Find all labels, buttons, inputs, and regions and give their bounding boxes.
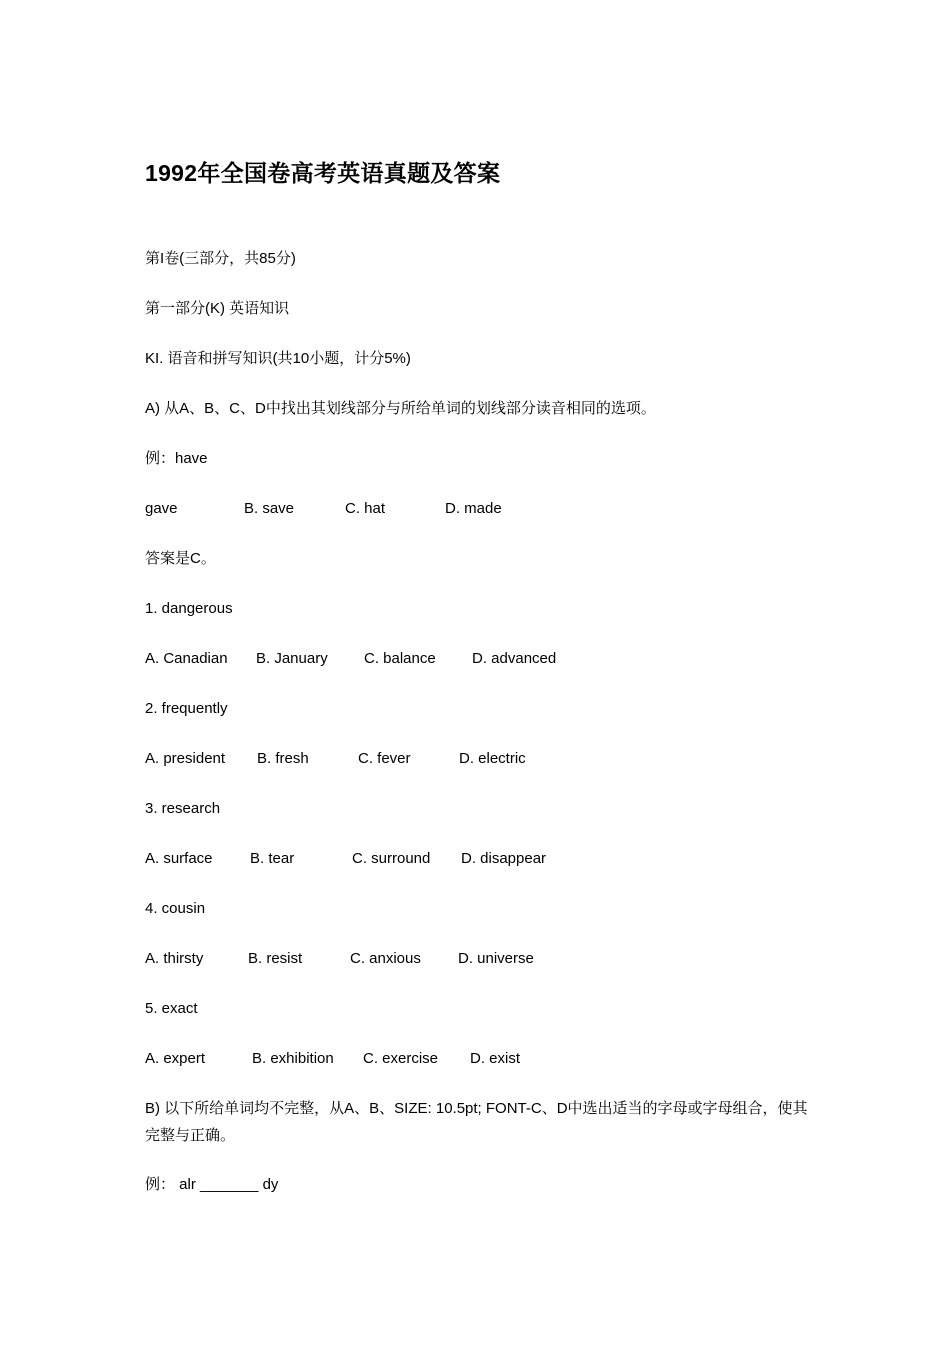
option: gave xyxy=(145,500,178,517)
example-label: 例：have xyxy=(145,450,208,467)
example-options xyxy=(145,499,845,519)
option: A. surface xyxy=(145,850,213,867)
option: D. universe xyxy=(458,950,534,967)
option: D. exist xyxy=(470,1050,521,1067)
question-options xyxy=(145,749,845,769)
option: C. hat xyxy=(345,500,386,517)
document-title: 1992年全国卷高考英语真题及答案 xyxy=(145,160,501,186)
question-options xyxy=(145,849,845,869)
option: A. president xyxy=(145,750,226,767)
section-heading: KI. 语音和拼写知识(共10小题，计分5%) xyxy=(145,350,411,367)
question-word: 2. frequently xyxy=(145,700,228,717)
option: C. fever xyxy=(358,750,411,767)
option: D. disappear xyxy=(461,850,547,867)
option: B. save xyxy=(244,500,295,517)
option: A. thirsty xyxy=(145,950,204,967)
question-word: 1. dangerous xyxy=(145,600,233,617)
question-options xyxy=(145,649,845,669)
option: B. resist xyxy=(248,950,303,967)
option: B. exhibition xyxy=(252,1050,334,1067)
volume-heading: 第I卷(三部分，共85分) xyxy=(145,250,296,267)
question-word: 4. cousin xyxy=(145,900,206,917)
option: A. expert xyxy=(145,1050,206,1067)
question-options xyxy=(145,949,845,969)
question-options xyxy=(145,1049,845,1069)
section-b-example: 例： alr _______ dy xyxy=(145,1176,279,1193)
option: C. exercise xyxy=(363,1050,439,1067)
option: D. made xyxy=(445,500,502,517)
option: A. Canadian xyxy=(145,650,228,667)
question-word: 5. exact xyxy=(145,1000,198,1017)
option: B. January xyxy=(256,650,328,667)
section-a-instruction: A) 从A、B、C、D中找出其划线部分与所给单词的划线部分读音相同的选项。 xyxy=(145,400,656,417)
option: B. fresh xyxy=(257,750,309,767)
example-answer: 答案是C。 xyxy=(145,550,216,567)
option: B. tear xyxy=(250,850,295,867)
option: C. anxious xyxy=(350,950,421,967)
option: C. balance xyxy=(364,650,436,667)
option: D. advanced xyxy=(472,650,557,667)
option: D. electric xyxy=(459,750,526,767)
option: C. surround xyxy=(352,850,431,867)
question-word: 3. research xyxy=(145,800,221,817)
section-b-instruction: B) 以下所给单词均不完整，从A、B、SIZE: 10.5pt; FONT-C、D中选出适当的字母或字母组合，使其完整与正确。 xyxy=(145,1100,808,1144)
part-heading: 第一部分(K) 英语知识 xyxy=(145,300,290,317)
